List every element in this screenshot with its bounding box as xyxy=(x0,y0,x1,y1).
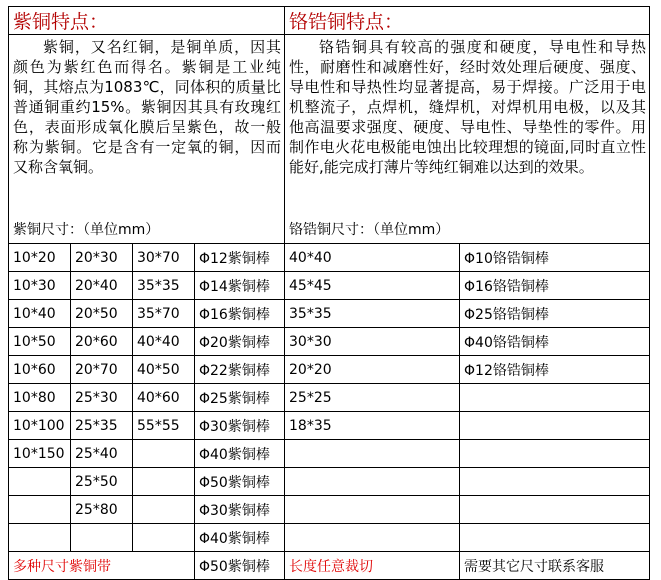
right-rod-cell: Φ16铬锆铜棒 xyxy=(460,272,650,300)
right-size-cell: 40*40 xyxy=(285,244,460,272)
left-size-cell xyxy=(133,440,195,468)
left-size-heading: 紫铜尺寸：（单位mm） xyxy=(9,205,285,244)
left-size-cell: 40*40 xyxy=(133,328,195,356)
left-size-cell: 20*50 xyxy=(71,300,133,328)
left-rod-cell: Φ30紫铜棒 xyxy=(195,496,285,524)
right-rod-cell: Φ10铬锆铜棒 xyxy=(460,244,650,272)
right-size-cell: 35*35 xyxy=(285,300,460,328)
left-rod-cell: Φ22紫铜棒 xyxy=(195,356,285,384)
left-size-cell: 35*35 xyxy=(133,272,195,300)
left-size-cell: 25*50 xyxy=(71,468,133,496)
left-rod-cell: Φ50紫铜棒 xyxy=(195,468,285,496)
left-description: 紫铜，又名红铜，是铜单质，因其颜色为紫红色而得名。紫铜是工业纯铜，其熔点为1083℃，同体积的质量比普通铜重约15%。紫铜因其具有玫瑰红色，表面形成氧化膜后呈紫色，故一般称为紫铜。它是含有一定氧的铜，因而又称含氧铜。 xyxy=(13,38,282,176)
left-rod-cell: Φ50紫铜棒 xyxy=(195,552,285,580)
right-size-cell xyxy=(285,496,460,524)
left-size-cell: 20*60 xyxy=(71,328,133,356)
left-size-cell: 40*50 xyxy=(133,356,195,384)
size-row xyxy=(9,356,650,384)
left-size-cell: 25*35 xyxy=(71,412,133,440)
right-description: 铬锆铜具有较高的强度和硬度，导电性和导热性，耐磨性和减磨性好，经时效处理后硬度、强度、导电性和导热性均显著提高，易于焊接。广泛用于电机整流子，点焊机，缝焊机，对焊机用电极，以及其他高温要求强度、硬度、导电性、导垫性的零件。用制作电火花电极能电蚀出比较理想的镜面,同时直立性能好,能完成打薄片等纯红铜难以达到的效果。 xyxy=(289,38,647,176)
left-size-cell xyxy=(9,496,71,524)
spec-table xyxy=(8,6,650,580)
left-size-cell: 25*40 xyxy=(71,440,133,468)
left-rod-cell: Φ14紫铜棒 xyxy=(195,272,285,300)
left-size-cell: 10*50 xyxy=(9,328,71,356)
left-size-cell xyxy=(9,524,71,552)
right-size-cell: 25*25 xyxy=(285,384,460,412)
right-rod-cell xyxy=(460,496,650,524)
spec-sheet xyxy=(8,6,649,575)
left-size-cell: 10*80 xyxy=(9,384,71,412)
left-footer-note: 多种尺寸紫铜带 xyxy=(9,552,195,580)
left-size-cell xyxy=(71,524,133,552)
left-size-cell: 20*70 xyxy=(71,356,133,384)
left-size-cell: 30*70 xyxy=(133,244,195,272)
left-size-cell xyxy=(133,468,195,496)
right-rod-cell xyxy=(460,440,650,468)
left-size-cell: 25*80 xyxy=(71,496,133,524)
left-size-cell: 20*40 xyxy=(71,272,133,300)
left-rod-cell: Φ25紫铜棒 xyxy=(195,384,285,412)
right-rod-cell xyxy=(460,468,650,496)
left-size-cell xyxy=(133,524,195,552)
right-size-heading: 铬锆铜尺寸：（单位mm） xyxy=(285,205,650,244)
right-size-cell: 20*20 xyxy=(285,356,460,384)
size-grid xyxy=(9,244,650,580)
size-row xyxy=(9,468,650,496)
left-size-cell: 55*55 xyxy=(133,412,195,440)
right-size-cell: 18*35 xyxy=(285,412,460,440)
left-size-cell: 10*150 xyxy=(9,440,71,468)
left-size-cell xyxy=(9,468,71,496)
left-size-cell xyxy=(133,496,195,524)
right-size-cell xyxy=(285,440,460,468)
size-row xyxy=(9,300,650,328)
size-row xyxy=(9,496,650,524)
left-size-cell: 10*40 xyxy=(9,300,71,328)
left-rod-cell: Φ40紫铜棒 xyxy=(195,524,285,552)
left-rod-cell: Φ40紫铜棒 xyxy=(195,440,285,468)
size-row xyxy=(9,412,650,440)
size-row xyxy=(9,244,650,272)
left-size-cell: 10*20 xyxy=(9,244,71,272)
left-rod-cell: Φ12紫铜棒 xyxy=(195,244,285,272)
right-size-cell: 45*45 xyxy=(285,272,460,300)
left-description-cell xyxy=(9,35,285,206)
right-rod-cell: Φ40铬锆铜棒 xyxy=(460,328,650,356)
right-title: 铬锆铜特点： xyxy=(285,7,650,35)
size-row xyxy=(9,552,650,580)
left-rod-cell: Φ16紫铜棒 xyxy=(195,300,285,328)
right-rod-cell: Φ25铬锆铜棒 xyxy=(460,300,650,328)
right-size-cell: 30*30 xyxy=(285,328,460,356)
right-rod-cell xyxy=(460,384,650,412)
left-size-cell: 10*60 xyxy=(9,356,71,384)
right-footer-note: 长度任意裁切 xyxy=(285,552,460,580)
left-size-cell: 40*60 xyxy=(133,384,195,412)
right-footer-contact: 需要其它尺寸联系客服 xyxy=(460,552,650,580)
left-rod-cell: Φ20紫铜棒 xyxy=(195,328,285,356)
size-row xyxy=(9,328,650,356)
left-size-cell: 25*30 xyxy=(71,384,133,412)
right-size-cell xyxy=(285,468,460,496)
right-rod-cell xyxy=(460,524,650,552)
left-size-cell: 10*30 xyxy=(9,272,71,300)
size-row xyxy=(9,384,650,412)
left-size-cell: 10*100 xyxy=(9,412,71,440)
left-rod-cell: Φ30紫铜棒 xyxy=(195,412,285,440)
size-row xyxy=(9,524,650,552)
right-description-cell xyxy=(285,35,650,206)
right-rod-cell xyxy=(460,412,650,440)
size-row xyxy=(9,440,650,468)
size-row xyxy=(9,272,650,300)
left-title: 紫铜特点： xyxy=(9,7,285,35)
left-size-cell: 35*70 xyxy=(133,300,195,328)
right-size-cell xyxy=(285,524,460,552)
right-rod-cell: Φ12铬锆铜棒 xyxy=(460,356,650,384)
left-size-cell: 20*30 xyxy=(71,244,133,272)
